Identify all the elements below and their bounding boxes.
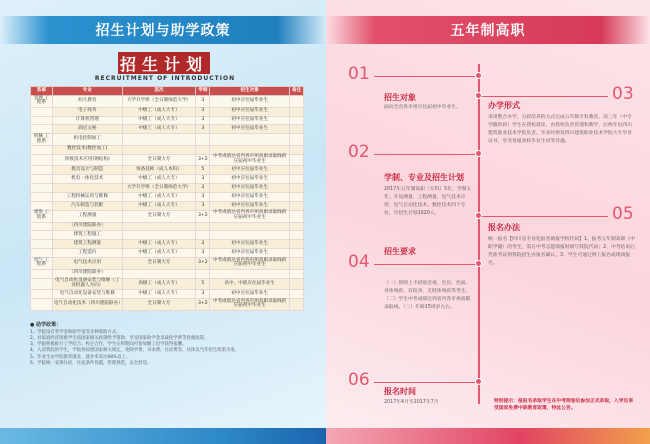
section-title: 招生要求 bbox=[384, 247, 416, 256]
table-cell-note bbox=[290, 290, 304, 299]
timeline-dot bbox=[475, 260, 482, 267]
table-row bbox=[31, 210, 304, 222]
table-cell-dept bbox=[31, 249, 53, 258]
table-cell-major: 酒店文秘 bbox=[52, 125, 122, 134]
table-cell-years bbox=[196, 231, 210, 240]
table-cell-target: 初中应往届毕业生 bbox=[210, 96, 290, 108]
section-connector bbox=[480, 216, 608, 217]
table-cell-dept bbox=[31, 231, 53, 240]
table-cell-target bbox=[210, 134, 290, 146]
table-cell-level: 中级工（成人大专） bbox=[122, 193, 196, 202]
table-cell-major: 幼儿教育 bbox=[52, 96, 122, 108]
policy-note: 2、对家庭经济困难学生按国家相关政策给予资助，享受国家助学金及减免学费等优惠政策。 bbox=[30, 336, 209, 342]
table-cell-dept bbox=[31, 125, 53, 134]
table-cell-major: 建筑工程施工 bbox=[52, 231, 122, 240]
table-cell-note bbox=[290, 240, 304, 249]
table-cell-target: 初中应往届毕业生 bbox=[210, 290, 290, 299]
table-row bbox=[31, 175, 304, 184]
table-cell-level: 中级工（成人大专） bbox=[122, 125, 196, 134]
table-row bbox=[31, 222, 304, 231]
table-cell-dept bbox=[31, 145, 53, 154]
table-cell-note bbox=[290, 184, 304, 193]
table-cell-target: 初中应往届毕业生 bbox=[210, 125, 290, 134]
table-cell-note bbox=[290, 202, 304, 211]
table-cell-level: 大学升学班（全日制师范大学） bbox=[122, 184, 196, 193]
table-row bbox=[31, 184, 304, 193]
table-row bbox=[31, 231, 304, 240]
section-number: 01 bbox=[348, 64, 370, 84]
col-header: 系部 bbox=[31, 87, 53, 96]
plan-table bbox=[30, 86, 304, 311]
table-cell-level: 预备技师（成人本科） bbox=[122, 166, 196, 175]
section-number: 05 bbox=[612, 204, 634, 224]
table-cell-major: 机电一体化技术 bbox=[52, 175, 122, 184]
table-cell-note bbox=[290, 193, 304, 202]
table-cell-dept bbox=[31, 299, 53, 311]
table-cell-note bbox=[290, 258, 304, 270]
plan-title: 招生计划 bbox=[118, 52, 210, 74]
table-cell-years: 3 bbox=[196, 107, 210, 116]
table-cell-level: 高级工（成人大专） bbox=[122, 278, 196, 290]
table-cell-target bbox=[210, 145, 290, 154]
table-cell-major: 电气自动化设备安装与维修（工业机器人方向） bbox=[52, 278, 122, 290]
table-cell-dept bbox=[31, 107, 53, 116]
table-cell-target bbox=[210, 269, 290, 278]
table-cell-level bbox=[122, 231, 196, 240]
table-cell-target: 中考成绩达省内各市州高职录取线的应届初中毕业生 bbox=[210, 258, 290, 270]
table-row bbox=[31, 107, 304, 116]
timeline-dot bbox=[475, 72, 482, 79]
table-cell-dept bbox=[31, 116, 53, 125]
table-cell-years: 3 bbox=[196, 202, 210, 211]
table-cell-level: 全日制大专 bbox=[122, 210, 196, 222]
table-cell-level: 全日制大专 bbox=[122, 299, 196, 311]
col-header: 层次 bbox=[122, 87, 196, 96]
section-connector bbox=[480, 96, 608, 97]
timeline-spine bbox=[478, 64, 480, 404]
table-row bbox=[31, 154, 304, 166]
table-cell-major: 电气技术应用 bbox=[52, 258, 122, 270]
right-page bbox=[326, 0, 650, 444]
table-cell-target: 初中应往届毕业生 bbox=[210, 193, 290, 202]
table-cell-note bbox=[290, 249, 304, 258]
timeline-dot bbox=[475, 150, 482, 157]
section-connector bbox=[374, 154, 478, 155]
table-cell-years: 3 bbox=[196, 175, 210, 184]
table-cell-years: 3 bbox=[196, 125, 210, 134]
table-cell-level bbox=[122, 145, 196, 154]
table-row bbox=[31, 269, 304, 278]
policy-note: 5、毕业生由学院推荐就业，就业率高达98%以上。 bbox=[30, 354, 131, 360]
table-cell-level: 中级工（成人大专） bbox=[122, 249, 196, 258]
table-cell-years bbox=[196, 222, 210, 231]
table-row bbox=[31, 193, 304, 202]
section-body: 2017年五年制高职（专科）5年，学制五年。开设测量、工程测量、电气技术应用、电气自动化技术、数控技术四个专业，年招生计划1020人。 bbox=[384, 187, 472, 217]
table-row bbox=[31, 278, 304, 290]
table-cell-dept bbox=[31, 222, 53, 231]
section-body: 统一报名【四川省专业化报名填报学校代码】1、报考五年制高职（中职学籍）的考生，需在中考志愿填报时填写我院代码；2、中考结束后凭准考证到我院招生办报名确认。3、学生可通过网上报名或现场报名。 bbox=[488, 237, 635, 267]
table-cell-years: 3 bbox=[196, 193, 210, 202]
plan-table-body bbox=[31, 96, 304, 311]
table-cell-dept: 建筑 工程系 bbox=[31, 210, 53, 222]
section-body: 采用整合办学，分段培养的方式完成五年制专科教育，前三年（中专学籍阶段）学生在我校就读，由我校负责管理和教学，后两年由四川建筑职业技术学院负责。毕业时颁发四川建筑职业技术学院大专毕业证书，享受普通高校毕业生同等待遇。 bbox=[488, 115, 632, 145]
table-cell-note bbox=[290, 125, 304, 134]
table-cell-target: 初中应往届毕业生 bbox=[210, 184, 290, 193]
section-title: 学制、专业及招生计划 bbox=[384, 173, 464, 182]
section-body: （一）原则上不招收近视、色盲、色弱、身体残疾、有纹身、无肢体残疾等考生。（二）学生中考成绩达到省内各市州高职录取线。（三）年龄15周岁左右。 bbox=[384, 281, 471, 311]
table-row bbox=[31, 299, 304, 311]
col-header: 招生对象 bbox=[210, 87, 290, 96]
section-number: 03 bbox=[612, 84, 634, 104]
right-header: 五年制高职 bbox=[326, 16, 650, 44]
section-number: 04 bbox=[348, 252, 370, 272]
col-header: 备注 bbox=[290, 87, 304, 96]
table-cell-note bbox=[290, 107, 304, 116]
table-cell-note bbox=[290, 145, 304, 154]
table-row bbox=[31, 258, 304, 270]
left-header: 招生计划与助学政策 bbox=[0, 16, 326, 44]
table-cell-years: 3 bbox=[196, 116, 210, 125]
section-title: 报名办法 bbox=[488, 223, 520, 232]
table-cell-dept bbox=[31, 290, 53, 299]
table-cell-note bbox=[290, 175, 304, 184]
table-row bbox=[31, 96, 304, 108]
table-cell-major: 电气自动化技术（四川建院联办） bbox=[52, 299, 122, 311]
table-cell-major: 电气自动化设备安装与维修 bbox=[52, 290, 122, 299]
section-body: 面向全省各市州应往届初中毕业生。 bbox=[384, 105, 461, 110]
table-cell-years: 5 bbox=[196, 278, 210, 290]
table-cell-note bbox=[290, 222, 304, 231]
section-connector bbox=[374, 264, 478, 265]
section-number: 06 bbox=[348, 370, 370, 390]
table-cell-years: 3+2 bbox=[196, 210, 210, 222]
table-cell-level bbox=[122, 134, 196, 146]
table-cell-level: 中级工（成人大专） bbox=[122, 290, 196, 299]
table-cell-note bbox=[290, 134, 304, 146]
table-cell-major: （四川建院联办） bbox=[52, 269, 122, 278]
table-cell-major: 数控技术(数控加工) bbox=[52, 145, 122, 154]
table-cell-target: 初中应往届毕业生 bbox=[210, 166, 290, 175]
table-cell-major: 计算机管理 bbox=[52, 116, 122, 125]
table-cell-dept bbox=[31, 193, 53, 202]
table-row bbox=[31, 145, 304, 154]
table-cell-target: 初中应往届毕业生 bbox=[210, 240, 290, 249]
table-cell-target bbox=[210, 222, 290, 231]
table-cell-target bbox=[210, 231, 290, 240]
table-cell-note bbox=[290, 269, 304, 278]
table-cell-level: 全日制大专 bbox=[122, 258, 196, 270]
table-row bbox=[31, 116, 304, 125]
table-cell-years bbox=[196, 134, 210, 146]
plan-table-wrap bbox=[30, 86, 304, 311]
table-cell-level: 中级工（成人大专） bbox=[122, 175, 196, 184]
table-cell-major: 机电控制加工 bbox=[52, 134, 122, 146]
table-cell-major: 工程造价 bbox=[52, 249, 122, 258]
section-number: 02 bbox=[348, 142, 370, 162]
table-row bbox=[31, 125, 304, 134]
table-cell-level bbox=[122, 269, 196, 278]
table-cell-target: 初中应往届毕业生 bbox=[210, 202, 290, 211]
policy-note: 3、学院积极推行工学结合、校企合作，学生在校期间可参加勤工俭学获得报酬。 bbox=[30, 342, 187, 348]
table-cell-major: 汽车制造与装配 bbox=[52, 202, 122, 211]
plan-subtitle: RECRUITMENT OF INTRODUCTION bbox=[94, 75, 236, 82]
section-title: 报名时间 bbox=[384, 387, 416, 396]
table-cell-note bbox=[290, 231, 304, 240]
table-cell-years: 3 bbox=[196, 249, 210, 258]
section-connector bbox=[374, 76, 478, 77]
table-cell-level: 大学升学班（全日制师范大学） bbox=[122, 96, 196, 108]
table-cell-target: 中考成绩达省内各市州高职录取线的应届初中毕业生 bbox=[210, 299, 290, 311]
table-cell-major: 电子商务 bbox=[52, 107, 122, 116]
table-row bbox=[31, 240, 304, 249]
table-cell-dept: 管理 工程系 bbox=[31, 96, 53, 108]
table-cell-dept bbox=[31, 175, 53, 184]
table-cell-years: 3+2 bbox=[196, 154, 210, 166]
table-cell-target: 初中应往届毕业生 bbox=[210, 116, 290, 125]
policy-note: 1、学院设有奖学金和助学金等多种资助方式。 bbox=[30, 330, 121, 335]
table-cell-dept bbox=[31, 166, 53, 175]
table-cell-note bbox=[290, 166, 304, 175]
table-cell-years: 3 bbox=[196, 240, 210, 249]
table-cell-level: 中级工（成人大专） bbox=[122, 116, 196, 125]
table-header-row bbox=[31, 87, 304, 96]
table-cell-note bbox=[290, 154, 304, 166]
table-cell-years: 5 bbox=[196, 166, 210, 175]
table-cell-dept: 机械 工程系 bbox=[31, 134, 53, 146]
table-cell-years bbox=[196, 145, 210, 154]
table-cell-note bbox=[290, 210, 304, 222]
col-header: 专业 bbox=[52, 87, 122, 96]
section-title: 办学形式 bbox=[488, 101, 520, 110]
section-connector bbox=[374, 382, 478, 383]
table-cell-dept bbox=[31, 269, 53, 278]
left-bottom-band bbox=[0, 428, 326, 444]
table-cell-level: 全日制大专 bbox=[122, 154, 196, 166]
section-title: 招生对象 bbox=[384, 93, 416, 102]
table-cell-years: 3 bbox=[196, 290, 210, 299]
table-cell-dept bbox=[31, 278, 53, 290]
table-cell-target: 高中、中职应往届毕业生 bbox=[210, 278, 290, 290]
table-cell-dept bbox=[31, 154, 53, 166]
table-cell-major: （四川建院联办） bbox=[52, 222, 122, 231]
policy-notes bbox=[30, 322, 306, 367]
table-cell-major: 焊接技术应用(钢结构) bbox=[52, 154, 122, 166]
policy-notes-title: ● 助学政策： bbox=[30, 322, 62, 328]
table-cell-dept bbox=[31, 184, 53, 193]
table-row bbox=[31, 166, 304, 175]
table-row bbox=[31, 290, 304, 299]
table-cell-target: 初中应往届毕业生 bbox=[210, 107, 290, 116]
table-cell-target: 初中应往届毕业生 bbox=[210, 175, 290, 184]
table-cell-years: 3+2 bbox=[196, 299, 210, 311]
policy-note: 4、入读我院的学生，学院将按照国家相关规定，免除学费、书本费、住宿费等，具体以当年招生政策为准。 bbox=[30, 348, 240, 354]
table-cell-major: 工程测量 bbox=[52, 210, 122, 222]
table-cell-dept: 电气 工程系 bbox=[31, 258, 53, 270]
table-cell-dept bbox=[31, 240, 53, 249]
table-cell-note bbox=[290, 278, 304, 290]
table-cell-years: 3+2 bbox=[196, 258, 210, 270]
table-cell-level: 中级工（成人大专） bbox=[122, 202, 196, 211]
table-cell-note bbox=[290, 96, 304, 108]
table-cell-major bbox=[52, 184, 122, 193]
timeline-dot bbox=[475, 92, 482, 99]
table-cell-level: 中级工（成人大专） bbox=[122, 107, 196, 116]
table-row bbox=[31, 134, 304, 146]
table-cell-years bbox=[196, 269, 210, 278]
table-cell-major: 工程机械运用与维修 bbox=[52, 193, 122, 202]
table-cell-note bbox=[290, 116, 304, 125]
table-cell-years: 3 bbox=[196, 96, 210, 108]
table-cell-years: 3 bbox=[196, 184, 210, 193]
timeline-dot bbox=[475, 378, 482, 385]
table-cell-level: 中级工（成人大专） bbox=[122, 240, 196, 249]
table-cell-note bbox=[290, 299, 304, 311]
table-cell-target: 中考成绩达省内各市州高职录取线的应届初中毕业生 bbox=[210, 210, 290, 222]
special-note: 特别提示：报报名录取学生在中考阅卷后参加正式录取，入学后享受国家免费中职教育政策，特此公告。 bbox=[494, 399, 634, 412]
table-cell-level bbox=[122, 222, 196, 231]
table-cell-target: 初中应往届毕业生 bbox=[210, 249, 290, 258]
table-row bbox=[31, 249, 304, 258]
table-cell-major: 模具设计与制造 bbox=[52, 166, 122, 175]
table-cell-major: 建筑工程测量 bbox=[52, 240, 122, 249]
right-bottom-band bbox=[326, 428, 650, 444]
col-header: 学制 bbox=[196, 87, 210, 96]
timeline-dot bbox=[475, 212, 482, 219]
policy-note: 6、学院统一安排住宿，住宿条件优越，管理规范，安全舒适。 bbox=[30, 360, 152, 366]
section-body: 2017年4月至2017年7月 bbox=[384, 400, 439, 405]
table-cell-target: 中考成绩达省内各市州高职录取线的应届初中毕业生 bbox=[210, 154, 290, 166]
